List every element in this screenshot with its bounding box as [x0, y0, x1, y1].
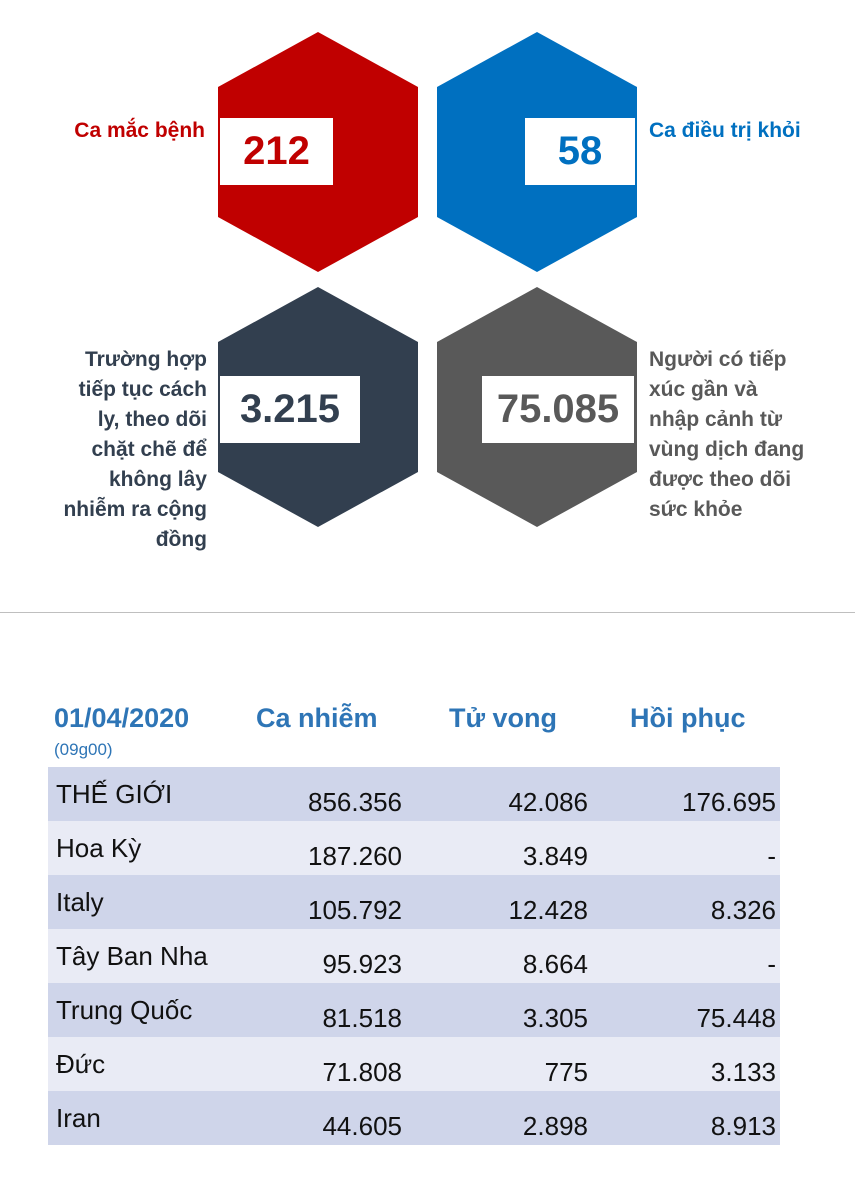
contacts-label-line: nhập cảnh từ [649, 408, 783, 431]
contacts-label-line: được theo dõi [649, 468, 792, 491]
cases-value: 212 [220, 118, 333, 185]
infected-cell: 95.923 [322, 948, 402, 979]
infected-cell: 44.605 [322, 1110, 402, 1141]
contacts-label-line: xúc gần và [649, 378, 758, 401]
infected-cell: 81.518 [322, 1002, 402, 1033]
header-deaths: Tử vong [449, 703, 558, 733]
country-cell: Trung Quốc [56, 994, 193, 1025]
infected-cell: 71.808 [322, 1056, 402, 1087]
table-row [48, 821, 780, 875]
country-cell: Hoa Kỳ [56, 832, 142, 863]
infected-cell: 105.792 [308, 894, 402, 925]
header-infected: Ca nhiễm [256, 703, 378, 733]
header-recovered: Hồi phục [630, 703, 746, 733]
deaths-cell: 8.664 [522, 948, 588, 979]
contacts-label-line: sức khỏe [649, 498, 743, 521]
infected-cell: 187.260 [308, 840, 402, 871]
isolation-label-line: tiếp tục cách [78, 378, 207, 401]
table-row [48, 1037, 780, 1091]
recovered-cell: 3.133 [710, 1056, 776, 1087]
isolation-label-line: chặt chẽ để [91, 438, 207, 461]
recovered-cell: 8.326 [710, 894, 776, 925]
deaths-cell: 3.305 [522, 1002, 588, 1033]
table-row [48, 929, 780, 983]
isolation-value: 3.215 [220, 376, 360, 443]
table-row [48, 983, 780, 1037]
stats-table [48, 767, 780, 1145]
deaths-cell: 42.086 [508, 786, 588, 817]
table-date: 01/04/2020 [54, 703, 190, 733]
recovered-cell: - [767, 840, 776, 871]
cases-label: Ca mắc bệnh [74, 119, 205, 142]
deaths-cell: 3.849 [522, 840, 588, 871]
country-cell: Italy [56, 886, 104, 917]
contacts-label-line: Người có tiếp [649, 348, 787, 371]
recovered-cell: 75.448 [696, 1002, 776, 1033]
recovered-cell: 8.913 [710, 1110, 776, 1141]
isolation-label [7, 345, 207, 555]
isolation-label-line: đồng [155, 528, 207, 551]
recovered-cell: 176.695 [682, 786, 776, 817]
deaths-cell: 775 [544, 1056, 588, 1087]
deaths-cell: 2.898 [522, 1110, 588, 1141]
table-row [48, 767, 780, 821]
country-cell: Tây Ban Nha [56, 940, 208, 971]
table-row [48, 875, 780, 929]
contacts-label [649, 345, 849, 525]
isolation-label-line: Trường hợp [84, 348, 207, 371]
recovered-value: 58 [525, 118, 635, 185]
recovered-cell: - [767, 948, 776, 979]
country-cell: THẾ GIỚI [56, 778, 173, 809]
country-cell: Iran [56, 1102, 101, 1133]
contacts-value: 75.085 [482, 376, 634, 443]
country-cell: Đức [56, 1048, 106, 1079]
infected-cell: 856.356 [308, 786, 402, 817]
recovered-label: Ca điều trị khỏi [649, 119, 801, 142]
section-divider [0, 612, 855, 613]
deaths-cell: 12.428 [508, 894, 588, 925]
isolation-label-line: nhiễm ra cộng [63, 498, 207, 521]
contacts-label-line: vùng dịch đang [649, 438, 805, 461]
table-time: (09g00) [54, 740, 113, 759]
table-row [48, 1091, 780, 1145]
isolation-label-line: không lây [108, 468, 207, 491]
isolation-label-line: ly, theo dõi [97, 408, 207, 431]
